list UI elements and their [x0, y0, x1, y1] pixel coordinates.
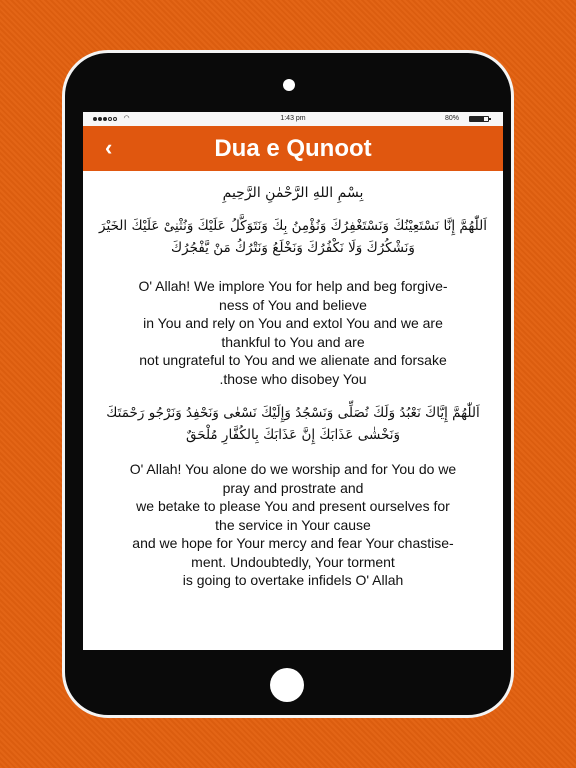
arabic-verse-1: اَللّٰهُمَّ إِنَّا نَسْتَعِيْنُكَ وَنَسْتَغْفِرُكَ وَنُؤْمِنُ بِكَ وَنَتَوَكَّلُ عَلَيْكَ وَنُثْنِىْ عَلَيْكَ الخَيْرَ وَنَشْكُرُكَ وَلَا نَكْفُرُكَ وَنَخْلَعُ وَنَتْرُكُ مَنْ يَّفْجُرُكَ — [99, 218, 487, 256]
translation-line: we betake to please You and present ourselves for — [136, 498, 450, 514]
wifi-icon: ◠ — [123, 115, 131, 122]
app-screen — [83, 112, 503, 650]
bismillah-text: بِسْمِ اللهِ الرَّحْمٰنِ الرَّحِيمِ — [222, 185, 364, 201]
front-camera — [283, 79, 295, 91]
arabic-verse-2: اَللّٰهُمَّ إِيَّاكَ نَعْبُدُ وَلَكَ نُصَلِّى وَنَسْجُدُ وَإِلَيْكَ نَسْعٰى وَنَحْفِدُ وَنَرْجُو رَحْمَتَكَ وَنَخْشٰى عَذَابَكَ إِنَّ عَذَابَكَ بِالكُفَّارِ مُلْحَقٌ — [106, 405, 480, 443]
translation-line: is going to overtake infidels O' Allah — [182, 572, 404, 588]
english-translation-1 — [95, 277, 491, 388]
translation-line: pray and prostrate and — [222, 479, 364, 496]
status-time: 1:43 pm — [280, 115, 306, 122]
translation-line: the service in Your cause — [215, 516, 371, 533]
translation-line: in You and rely on You and extol You and we are — [143, 315, 443, 331]
translation-line: not ungrateful to You and we alienate and forsake — [139, 352, 447, 368]
battery-percent: 80% — [444, 115, 459, 122]
translation-line: .those who disobey You — [219, 370, 367, 387]
translation-line: ment. Undoubtedly, Your torment — [191, 553, 395, 570]
home-button[interactable] — [270, 668, 304, 702]
translation-line: thankful to You and are — [221, 333, 365, 350]
translation-line: O' Allah! You alone do we worship and for You do we — [129, 461, 457, 477]
battery-icon — [469, 116, 489, 122]
nav-bar — [83, 126, 503, 171]
chevron-left-icon[interactable]: ‹ — [105, 135, 113, 160]
translation-line: and we hope for Your mercy and fear Your chastise- — [132, 535, 454, 551]
translation-line: ness of You and believe — [219, 296, 367, 313]
english-translation-2 — [95, 460, 491, 590]
dua-content — [83, 183, 503, 590]
status-bar — [83, 112, 503, 126]
page-title: Dua e Qunoot — [214, 135, 372, 162]
translation-line: O' Allah! We implore You for help and beg forgive- — [138, 278, 448, 294]
